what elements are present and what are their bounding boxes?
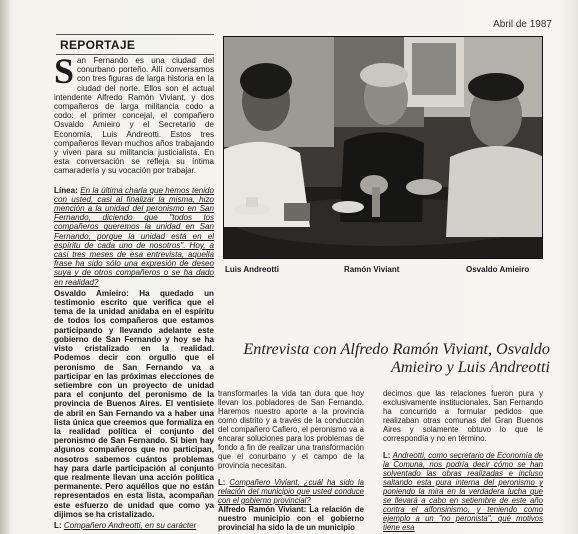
left-column bbox=[54, 51, 214, 530]
mq-label: L: bbox=[218, 478, 226, 487]
spacer bbox=[383, 443, 543, 451]
middle-column bbox=[218, 389, 364, 532]
q2-label: L: bbox=[54, 520, 62, 530]
q2-text: Compañero Andreotti, en su carácter bbox=[63, 520, 197, 530]
rq-label: L: bbox=[383, 451, 391, 460]
drop-cap: S bbox=[54, 51, 75, 91]
caption-amieiro: Osvaldo Amieiro bbox=[466, 265, 530, 274]
issue-date: Abril de 1987 bbox=[493, 19, 552, 30]
q1-label: Línea: bbox=[54, 185, 78, 195]
intro-paragraph bbox=[54, 51, 214, 176]
middle-answer: Alfredo Ramón Viviant: La relación de nuestro municipio con el gobierno provincial ha sido la de un municipio bbox=[218, 505, 364, 532]
headline: Entrevista con Alfredo Ramón Viviant, Osvaldo Amieiro y Luis Andreotti bbox=[243, 340, 550, 376]
scan-edge bbox=[0, 0, 10, 534]
mq-text: Compañero Viviant, ¿cuál ha sido la relación del municipio que usted conduce con el gobierno provincial? bbox=[218, 478, 364, 505]
photo-captions bbox=[223, 265, 543, 277]
right-column bbox=[383, 389, 543, 532]
intro-text: an Fernando es una ciudad del conurbano porteño. Allí conversamos con tres figuras de larga historia en la ciudad del norte. Ellos son el actual intendente Alfredo Ramón Viviant, y dos compañeros de larga militancia codo a codo: el primer concejal, el compañero Osvaldo Amieiro y el Secretario de Economía, Luis Andreotti. Estos tres compañeros llevan muchos años trabajando y viven para su militancia justicialista. En esta conversación se refleja su íntima camaradería y su vocación por trabajar. bbox=[54, 56, 214, 176]
interview-photo bbox=[223, 36, 543, 259]
answer-1: Osvaldo Amieiro: Ha quedado un testimonio escrito que verifica que el tema de la unidad anidaba en el espíritu de todos los compañeros que estamos participando y llevando adelante este gobierno de San Fernando y hoy se ha visto cristalizado en la realidad. Podemos decir con orgullo que el peronismo de San Fernando va a participar en las próximas elecciones de setiembre con un proyecto de unidad para el conjunto del peronismo de la provincia de Buenos Aires. El ventisiete de abril en San Fernando va a haber una lista única que creemos que formaliza en la realidad política el conjunto del peronismo de San Fernando. Si bien hay algunos compañeros que no participan, nosotros sabemos cuántos problemas hay para darle participación al conjunto que realmente llevan una acción política permanente. Pero aquéllos que no están representados en esta lista, acompañan este esfuerzo de unidad que como ya dijimos se ha cristalizado. bbox=[54, 288, 214, 519]
right-question bbox=[383, 451, 543, 532]
right-paragraph: decimos que las relaciones fueron pura y exclusivamente institucionales. San Fernando ha concurrido a formular pedidos que realizaban otras comunas del Gran Buenos Aires y solamente obtuvo lo que le correspondía y no en término. bbox=[383, 389, 543, 443]
middle-question bbox=[218, 478, 364, 505]
question-2 bbox=[54, 521, 214, 530]
section-title: REPORTAJE bbox=[56, 34, 214, 55]
caption-viviant: Ramón Viviant bbox=[344, 265, 400, 274]
photo-illustration bbox=[224, 37, 543, 259]
rq-text: Andreotti, como secretario de Economía de la Comuna, nos podría decir cómo se han solventado las obras realizadas e incluso saltando esta pura interna del peronismo y poniendo la mira en la verdadera lucha que se llevará a cabo en setiembre de este año contra el alfonsinismo, y teniendo como ejemplo a un "no peronista", qué motivos tiene esa bbox=[383, 451, 544, 532]
spacer bbox=[218, 470, 364, 478]
q1-text: En la última charla que hemos tenido con usted, casi al finalizar la misma, hizo mención a la unidad del peronismo en San Fernando, diciendo que "todos los compañeros queremos la unidad en San Fernando, porque la unidad está en el espíritu de cada uno de nosotros". Hoy, a casi tres meses de esa entrevista, aquella frase ha sido sólo una expresión de deseo suya y de otros compañeros o se ha dado en realidad? bbox=[54, 185, 214, 287]
middle-paragraph: transformarles la vida tan dura que hoy llevan los pobladores de San Fernando. Haremos nuestro aporte a la provincia como distrito y a través de la conducción del compañero Cafiero, el peronismo va a encarar soluciones para los problemas de fondo a fin de realizar una transformación que el conurbano y el campo de la provincia necesitan. bbox=[218, 389, 364, 470]
caption-andreotti: Luis Andreotti bbox=[225, 265, 279, 274]
question-1 bbox=[54, 186, 214, 287]
